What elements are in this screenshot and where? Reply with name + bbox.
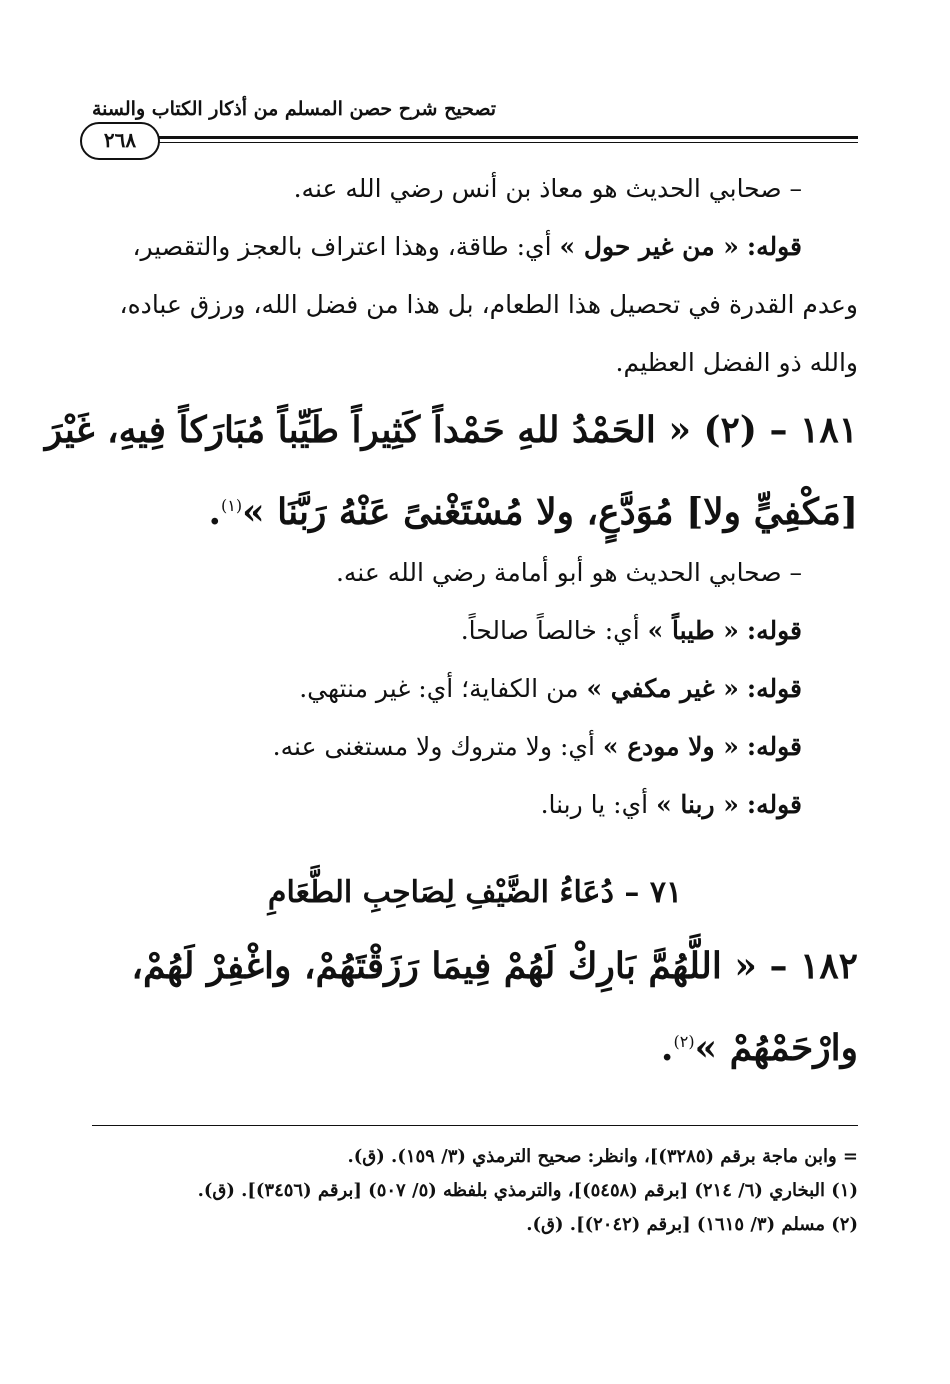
hadith-181-line-2: [مَكْفِيٍّ ولا] مُوَدَّعٍ، ولا مُسْتَغْنىً عَنْهُ رَبَّنَا »$^{(١)}$. (208, 491, 858, 533)
commentary-quote: « ولا مودع » (602, 732, 739, 761)
footnotes (92, 1140, 858, 1242)
footnote-ref-1: (١) (221, 496, 243, 515)
commentary-text: أي: طاقة، وهذا اعتراف بالعجز والتقصير، (132, 232, 552, 261)
commentary-text: أي: ولا متروك ولا مستغنى عنه. (272, 732, 595, 761)
commentary-item (92, 602, 858, 660)
footnote-1: (١) البخاري (٦/ ٢١٤) [برقم (٥٤٥٨)]، والترمذي بلفظه (٥/ ٥٠٧) [برقم (٣٤٥٦)]. (ق). (197, 1180, 858, 1201)
footnote-2: (٢) مسلم (٣/ ١٦١٥) [برقم (٢٠٤٢)]. (ق). (526, 1214, 858, 1235)
page-number: ٢٦٨ (80, 122, 160, 160)
hadith-182-text: وارْحَمْهُمْ » (694, 1027, 858, 1069)
commentary-quote: « طيباً » (647, 616, 739, 645)
commentary-item (92, 660, 858, 718)
commentary-item (92, 718, 858, 776)
commentary-line-3: والله ذو الفضل العظيم. (615, 348, 858, 377)
hadith-181-line-1: ١٨١ – (٢) « الحَمْدُ للهِ حَمْداً كَثِيراً طَيِّباً مُبَارَكاً فِيهِ، غَيْرَ (44, 409, 858, 451)
commentary-text: أي: خالصاً صالحاً. (460, 616, 640, 645)
footnote-separator (92, 1125, 858, 1126)
header-rule-thin (92, 142, 858, 143)
commentary-quote: « ربنا » (656, 790, 739, 819)
commentary-line-2: وعدم القدرة في تحصيل هذا الطعام، بل هذا من فضل الله، ورزق عباده، (119, 290, 858, 319)
hadith-182-line-1: ١٨٢ – « اللَّهُمَّ بَارِكْ لَهُمْ فِيمَا رَزَقْتَهُمْ، واغْفِرْ لَهُمْ، (131, 945, 858, 987)
companion-note-2: – صحابي الحديث هو أبو أمامة رضي الله عنه. (335, 558, 802, 587)
header-title: تصحيح شرح حصن المسلم من أذكار الكتاب والسنة (92, 98, 497, 120)
commentary-text: من الكفاية؛ أي: غير منتهي. (299, 674, 579, 703)
hadith-181-text: [مَكْفِيٍّ ولا] مُوَدَّعٍ، ولا مُسْتَغْنىً عَنْهُ رَبَّنَا » (242, 491, 858, 533)
footnote-ref-2: (٢) (673, 1032, 695, 1051)
commentary-line (92, 218, 858, 276)
header-rule (92, 136, 858, 139)
commentary-lead: قوله: (746, 790, 802, 819)
commentary-quote: « غير مكفي » (586, 674, 739, 703)
commentary-item (92, 776, 858, 834)
commentary-text: أي: يا ربنا. (540, 790, 649, 819)
page-body (44, 160, 858, 1080)
commentary-lead: قوله: (746, 232, 802, 261)
chapter-title: ٧١ – دُعَاءُ الضَّيْفِ لِصَاحِبِ الطَّعَامِ (267, 875, 683, 910)
footnote-continuation: = وابن ماجة برقم (٣٢٨٥)]، وانظر: صحيح الترمذي (٣/ ١٥٩). (ق). (347, 1146, 858, 1167)
commentary-lead: قوله: (746, 674, 802, 703)
commentary-lead: قوله: (746, 616, 802, 645)
companion-note-1: – صحابي الحديث هو معاذ بن أنس رضي الله عنه. (293, 174, 802, 203)
commentary-quote: « من غير حول » (559, 232, 739, 261)
running-header (92, 98, 858, 152)
hadith-182-line-2: وارْحَمْهُمْ »$^{(٢)}$. (660, 1027, 858, 1069)
commentary-lead: قوله: (746, 732, 802, 761)
